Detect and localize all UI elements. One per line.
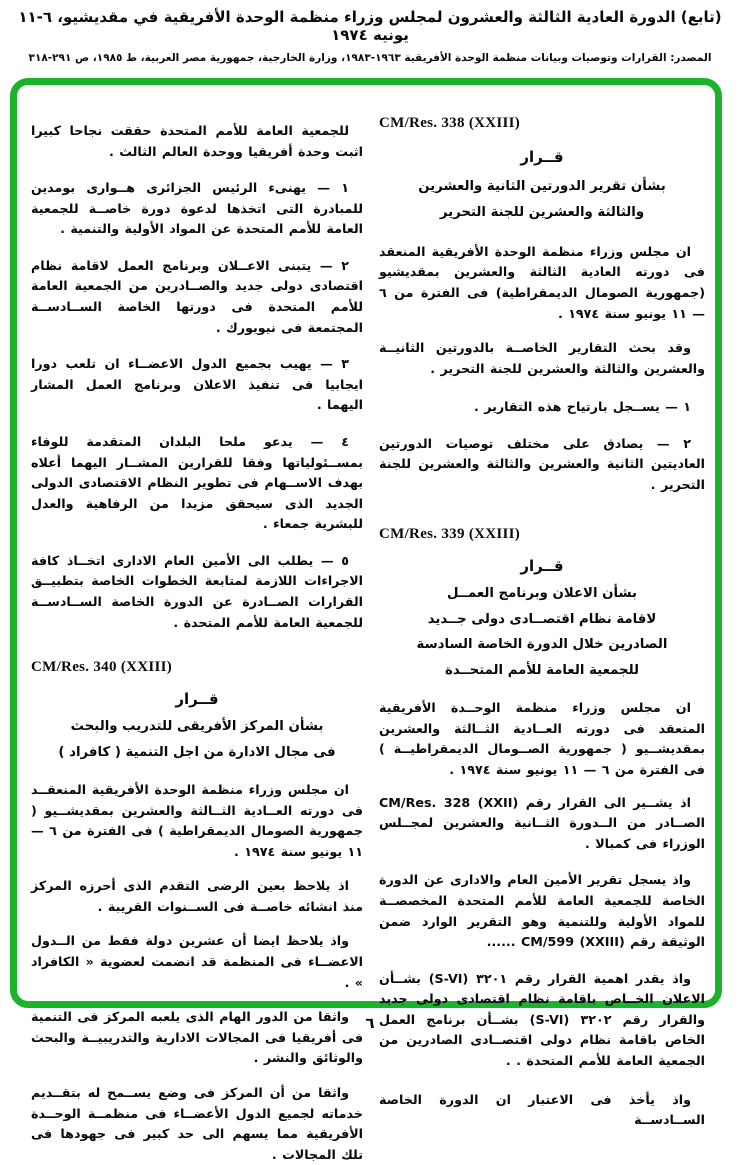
paragraph: واذ يلاحظ ايضا أن عشرين دولة فقط من الــدول الاعضــاء فى المنظمة قد انضمت لعضوية « الكافراد » . [31,933,363,990]
numbered-item: ٣ — يهيب بجميع الدول الاعضــاء ان تلعب دورا ايجابيا فى تنفيذ الاعلان وبرنامج العمل المشار اليهما . [31,356,363,413]
decree-subtitle: والثالثة والعشرين للجنة التحرير [439,204,645,220]
numbered-item: ٥ — يطلب الى الأمين العام الادارى اتخــاذ كافة الاجراءات اللازمة لمتابعة الخطوات الخاصة بتطبيــق القرارات الصــادرة عن الدورة الخاصة الســادســة للجمعية العامة للأمم المتحدة . [31,552,363,630]
session-title: (تابع) الدورة العادية الثالثة والعشرون لمجلس وزراء منظمة الوحدة الأفريقية في مقديشيو، ٦-١١ يونيه ١٩٧٤ [18,8,722,44]
decree-heading: قــرار [520,556,564,575]
numbered-item: ٤ — يدعو ملحا البلدان المتقدمة للوفاء بمســئولياتها وفقا للقرارين المشــار اليهما أعلاه بهدف الاســهام فى تطوير النظام الاقتصادى الدولى الجديد الذى سيحقق مزيدا من الرفاهية والعدل للبشرية جمعاء . [31,433,363,532]
decree-heading: قــرار [175,690,219,709]
page-number: ٦ [365,1014,375,1032]
paragraph: وقد بحث التقارير الخاصــة بالدورتين الثانيــة والعشرين والثالثة والعشرين للجنة التحرير . [379,340,705,376]
paragraph: ان مجلس وزراء منظمة الوحــدة الأفريقية المنعقد فى دورته العــادية الثــالثة والعشرين بمقديشــيو ( جمهورية الصــومال الديمقراطيــة ) فى الفترة من ٦ — ١١ يونيو سنة ١٩٧٤ . [379,700,705,778]
paragraph: اذ يشــير الى القرار رقم CM/Res. 328 (XXII) الصــادر من الــدورة الثــانية والعشرين لمجــلس الوزراء فى كمبالا . [379,794,705,851]
decree-subtitle: الصادرين خلال الدورة الخاصة السادسة [416,637,668,653]
paragraph: واذ يأخذ فى الاعتبار ان الدورة الخاصة الســادســة [379,1091,705,1128]
resolution-number-339: CM/Res. 339 (XXIII) [379,525,521,542]
paragraph: واثقا من أن المركز فى وضع يســمح له بتقــديم خدماته لجميع الدول الأعضــاء فى منظمــة الوحــدة الأفريقية مما يسهم الى حد كبير فى جهودها فى تلك المجالات . [31,1084,363,1162]
paragraph: ان مجلس وزراء منظمة الوحدة الأفريقية المنعقد فى دورته العادية الثالثة والعشرين بمقديشيو (جمهورية الصومال الديمقراطية) فى الفترة من ٦ — ١١ يونيو سنة ١٩٧٤ . [379,243,705,321]
right-column [379,85,705,1131]
paragraph: للجمعية العامة للأمم المتحدة حققت نجاحا كبيرا اثبت وحدة أفريقيا ووحدة العالم الثالث . [31,123,363,159]
page-header [0,8,740,64]
decree-subtitle: للجمعية العامة للأمم المتحــدة [445,663,639,679]
page-frame [10,78,722,1162]
decree-subtitle: بشأن الاعلان وبرنامج العمــل [447,585,637,601]
numbered-item: ٢ — يصادق على مختلف توصيات الدورتين العاديتين الثانية والعشرين والثالثة والعشرين للجنة التحرير . [379,435,705,493]
left-column [31,85,363,1165]
numbered-item: ١ — يســجل بارتياح هذه التقارير . [473,399,691,415]
decree-heading: قــرار [520,148,564,166]
paragraph: اذ يلاحظ بعين الرضى التقدم الذى أحرزه المركز منذ انشائه خاصــة فى الســنوات القريبة . [31,878,363,914]
decree-subtitle: لاقامة نظام اقتصــادى دولى جــديد [427,611,657,627]
paragraph: واثقا من الدور الهام الذى يلعبه المركز فى التنمية فى أفريقيا فى المجالات الادارية والتدريبيــة والبحث والوثائق والنشر . [31,1009,363,1066]
decree-subtitle: بشأن المركز الأفريقى للتدريب والبحث [70,719,324,735]
resolution-number-340: CM/Res. 340 (XXIII) [31,659,173,676]
paragraph: ان مجلس وزراء منظمة الوحدة الأفريقية المنعقــد فى دورته العــادية الثــالثة والعشرين بمقديشــيو ( جمهورية الصومال الديمقراطية ) فى الفترة من ٦ — ١١ يونيو سنة ١٩٧٤ . [31,781,363,859]
resolution-number-338: CM/Res. 338 (XXIII) [379,115,521,131]
decree-subtitle: فى مجال الادارة من اجل التنمية ( كافراد ) [58,745,336,761]
numbered-item: ١ — يهنىء الرئيس الجزائرى هــوارى بومدين للمبادرة التى اتخذها لدعوة دورة خاصــة للجمعية العامة للأمم المتحدة عن المواد الأولية والتنمية . [31,180,363,237]
numbered-item: ٢ — يتبنى الاعــلان وبرنامج العمل لاقامة نظام اقتصادى دولى جديد والصــادرين من الجمعية العامة للأمم المتحدة فى دورتها الخاصة الســادســة المجتمعة فى نيويورك . [31,257,363,335]
paragraph: واذ يسجل تقرير الأمين العام والادارى عن الدورة الخاصة للجمعية العامة للأمم المتحدة المخصصــة للمواد الأولية وللتنمية وهو التقرير الوارد ضمن الوثيقة رقم CM/599 (XXIII) ...... [379,872,705,950]
decree-subtitle: بشأن تقرير الدورتين الثانية والعشرين [418,179,666,194]
source-line: المصدر: القرارات وتوصيات وبيانات منظمة الوحدة الأفريقية ١٩٦٣-١٩٨٣، وزارة الخارجية، جمهورية مصر العربية، ط ١٩٨٥، ص ٢٩١-٣١٨ [28,52,712,64]
paragraph: واذ يقدر اهمية القرار رقم ٣٢٠١ (S-VI) بشــأن الاعلان الخــاص باقامة نظام اقتصادى دولى جديد والقرار رقم ٣٢٠٢ (S-VI) بشــأن برنامج العمل الخاص باقامة نظام دولى اقتصــادى الصادرين من الجمعية العامة للأمم المتحدة . . [379,970,705,1068]
